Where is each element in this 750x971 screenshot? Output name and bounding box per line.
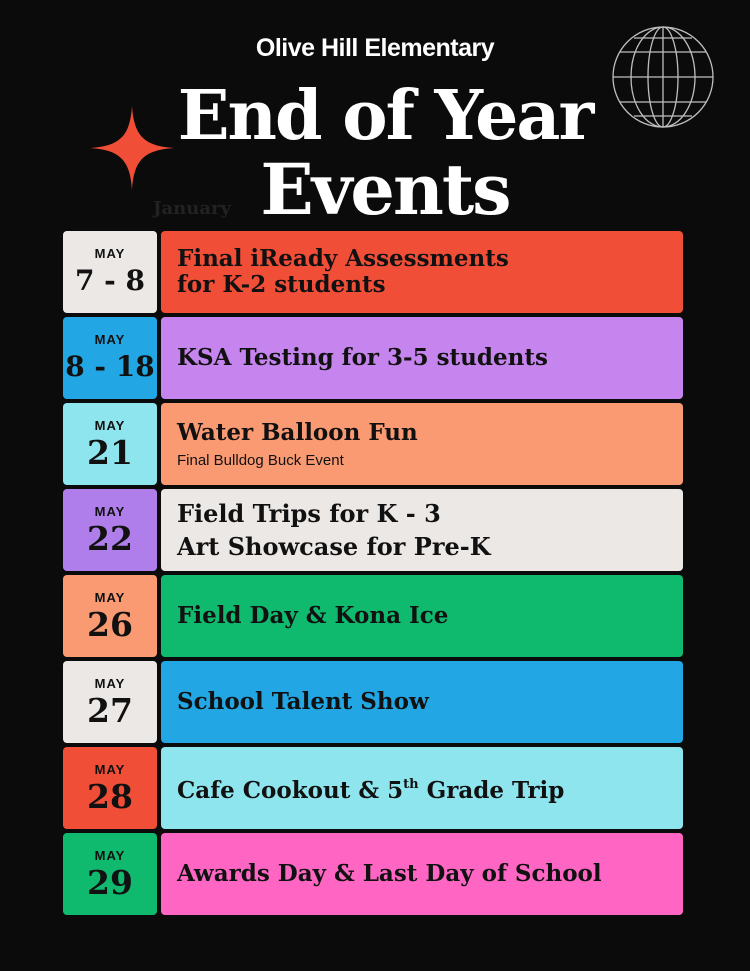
date-day: 7 - 8 [74,264,146,297]
event-box [161,575,683,657]
event-title: Awards Day & Last Day of School [177,860,602,887]
event-title: Field Trips for K - 3 Art Showcase for Pre-K [177,499,491,561]
date-box [63,231,157,313]
title-line-2: Events [260,148,510,231]
date-box [63,403,157,485]
date-box [63,747,157,829]
event-title: KSA Testing for 3-5 students [177,344,548,371]
event-title: Cafe Cookout & 5th Grade Trip [177,777,565,804]
title-line-1: End of Year [177,76,593,156]
date-month: MAY [94,504,126,519]
date-month: MAY [94,590,126,605]
event-box [161,747,683,829]
date-month: MAY [94,246,126,261]
date-month: MAY [94,848,126,863]
date-box [63,489,157,571]
date-box [63,317,157,399]
event-box [161,489,683,571]
event-box [161,317,683,399]
date-day: 27 [87,691,133,730]
event-title: Field Day & Kona Ice [177,602,449,629]
date-month: MAY [94,418,126,433]
date-month: MAY [94,332,126,347]
event-subtitle: Final Bulldog Buck Event [177,451,344,469]
event-box [161,231,683,313]
date-day: 28 [87,777,133,816]
date-box [63,833,157,915]
school-name: Olive Hill Elementary [255,34,495,62]
date-day: 8 - 18 [65,350,155,383]
event-box [161,403,683,485]
date-day: 22 [87,519,133,558]
event-title-sup: th [403,777,419,792]
date-box [63,575,157,657]
date-day: 29 [87,863,133,902]
event-title: Final iReady Assessments for K-2 students [177,245,509,298]
event-box [161,833,683,915]
date-day: 26 [87,605,133,644]
date-month: MAY [94,762,126,777]
event-box [161,661,683,743]
date-month: MAY [94,676,126,691]
stray-text: January [153,198,231,219]
event-title: Water Balloon Fun [177,418,418,446]
date-box [63,661,157,743]
date-day: 21 [87,433,133,472]
event-title: School Talent Show [177,688,429,715]
